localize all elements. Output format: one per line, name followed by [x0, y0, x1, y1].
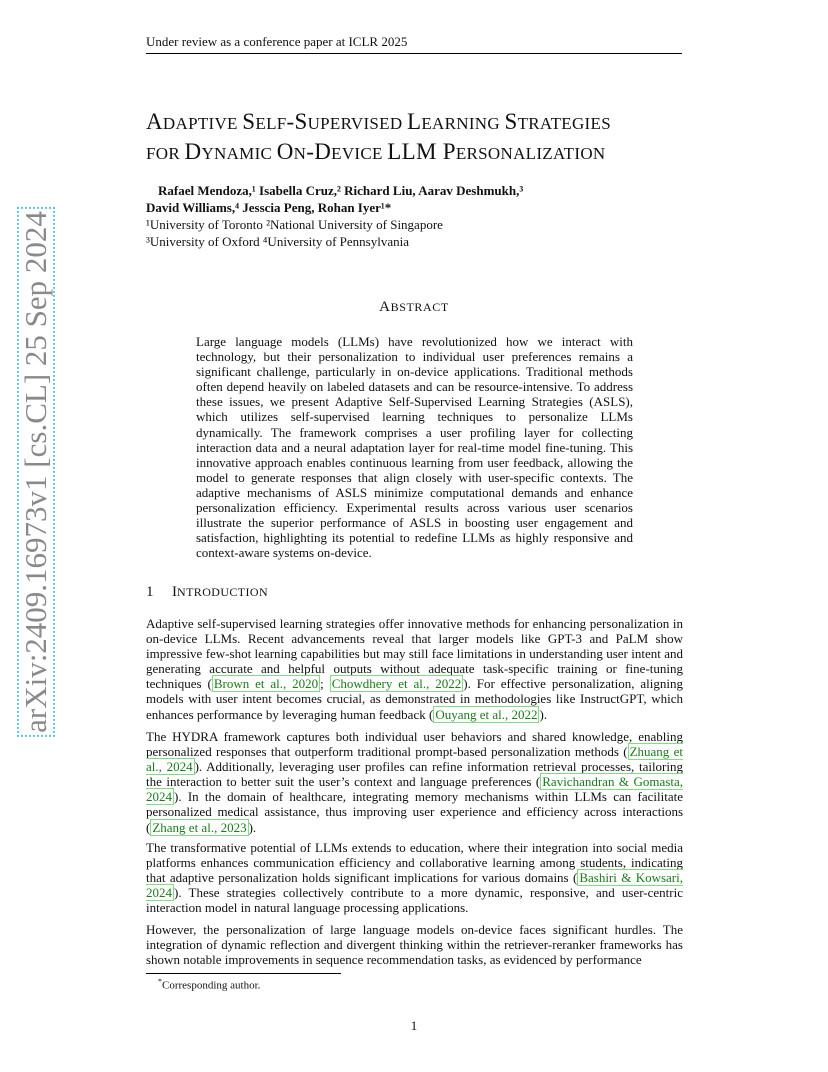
title-line-2: FOR DYNAMIC ON-DEVICE LLM PERSONALIZATION [146, 139, 606, 164]
p3-text-2: ). These strategies collectively contribute to a more dynamic, responsive, and user-centric interaction model in natural language processing applications. [146, 885, 683, 916]
p1-text-1: Adaptive self-supervised learning strategies offer innovative methods for enhancing personalization in on-device LLMs. Recent advancements reveal that larger models like GPT-3 and PaLM show impressive few-shot learning capabilities but may still face limitations in understanding user intent and generating accurate and helpful outputs without adequate task-specific training or fine-tuning techniques ( [146, 616, 683, 692]
abstract-text: Large language models (LLMs) have revolutionized how we interact with technology, but their personalization to individual user preferences remains a significant challenge, particularly in on-device applications. Traditional methods often depend heavily on labeled datasets and can be resource-intensive. To address these issues, we present Adaptive Self-Supervised Learning Strategies (ASLS), which utilizes self-supervised learning techniques to personalize LLMs dynamically. The framework comprises a user profiling layer for collecting interaction data and a neural adaptation layer for real-time model fine-tuning. This innovative approach enables continuous learning from user feedback, allowing the model to generate responses that align closely with user-specific contexts. The adaptive mechanisms of ASLS minimize computational demands and enhance personalization efficiency. Experimental results across various user scenarios illustrate the superior performance of ASLS in boosting user engagement and satisfaction, highlighting its potential to redefine LLMs as highly responsive and context-aware systems on-device. [196, 334, 633, 561]
section-number: 1 [146, 584, 154, 600]
authors-line-1: Rafael Mendoza,¹ Isabella Cruz,² Richard Liu, Aarav Deshmukh,³ [158, 183, 524, 198]
affiliations-line-1: ¹University of Toronto ²National University of Singapore [146, 217, 443, 232]
paragraph-3 [146, 840, 683, 915]
paragraph-2 [146, 729, 683, 835]
footnote-mark: * [158, 977, 162, 986]
citation-link[interactable]: Zhang et al., 2023 [152, 819, 247, 835]
author-block [146, 182, 706, 250]
arxiv-id[interactable]: arXiv:2409.16973v1 [cs.CL] 25 Sep 2024 [17, 207, 55, 737]
citation-link[interactable]: Ouyang et al., 2022 [435, 706, 538, 722]
section-heading: 1 INTRODUCTION [146, 584, 269, 600]
title-line-1: ADAPTIVE SELF-SUPERVISED LEARNING STRATEGIES [146, 109, 611, 134]
citation-link[interactable]: Ravichandran & Gomasta, 2024 [146, 774, 683, 805]
p1-text-2: ; [320, 676, 330, 692]
arxiv-sidebar [16, 211, 56, 733]
citation-link[interactable]: Zhuang et al., 2024 [146, 744, 684, 775]
header-rule [146, 53, 682, 54]
affiliations-line-2: ³University of Oxford ⁴University of Pennsylvania [146, 234, 409, 249]
p2-text-4: ). [248, 819, 257, 835]
p2-text-1: The HYDRA framework captures both individual user behaviors and shared knowledge, enabling personalized responses that outperform traditional prompt-based personalization methods ( [146, 729, 683, 760]
citation-link[interactable]: Brown et al., 2020 [213, 676, 319, 692]
page-number: 1 [410, 1018, 418, 1033]
p2-text-2: ). Additionally, leveraging user profiles can refine information retrieval processes, tailoring the interaction to better suit the user’s context and language preferences ( [146, 759, 683, 790]
p1-text-3: ). For effective personalization, aligning models with user intent becomes crucial, as demonstrated in methodologies like InstructGPT, which enhances performance by leveraging human feedback ( [146, 676, 684, 722]
paragraph-4 [146, 922, 683, 967]
p1-text-4: ). [539, 706, 548, 722]
authors-line-2: David Williams,⁴ Jesscia Peng, Rohan Iyer¹* [146, 200, 392, 215]
citation-link[interactable]: Chowdhery et al., 2022 [331, 676, 462, 692]
p4-text-1: However, the personalization of large language models on-device faces significant hurdles. The integration of dynamic reflection and divergent thinking within the retriever-reranker frameworks has shown notable improvements in sequence recommendation tasks, as evidenced by performance [146, 922, 683, 968]
citation-link[interactable]: Bashiri & Kowsari, 2024 [146, 870, 683, 901]
running-header: Under review as a conference paper at ICLR 2025 [146, 34, 408, 49]
p2-text-3: ). In the domain of healthcare, integrating memory mechanisms within LLMs can facilitate personalized medical assistance, thus improving user experience and efficiency across interactions ( [146, 789, 683, 835]
paragraph-1 [146, 616, 683, 722]
footnote-text: Corresponding author. [162, 979, 261, 992]
abstract-heading: ABSTRACT [379, 299, 449, 315]
p3-text-1: The transformative potential of LLMs extends to education, where their integration into social media platforms enhances communication efficiency and collaborative learning among students, indicating that adaptive personalization holds significant implications for various domains ( [146, 840, 683, 886]
footnote [158, 977, 260, 992]
footnote-rule [146, 973, 341, 974]
paper-title [146, 108, 706, 168]
